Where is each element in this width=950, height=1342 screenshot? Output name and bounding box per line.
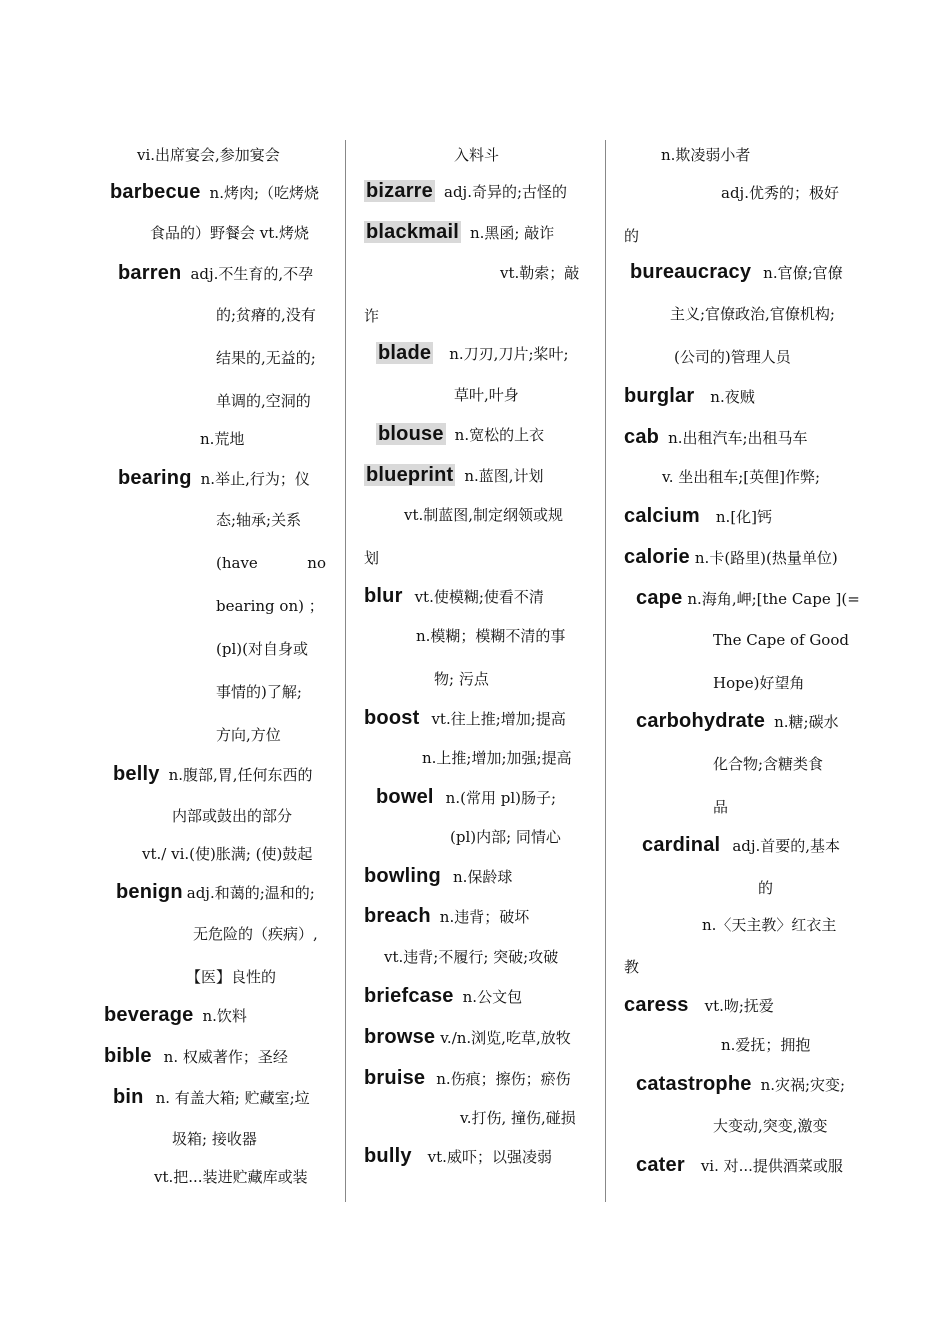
definition: vt.威吓；以强凌弱 (427, 1148, 552, 1166)
headword: blackmail (366, 221, 459, 243)
definition-line: 【医】良性的 (186, 968, 277, 986)
entry-blur (364, 583, 544, 609)
headword: blueprint (366, 464, 454, 486)
definition-line: v.打伤, 撞伤,碰损 (460, 1109, 576, 1127)
entry-calcium (624, 503, 772, 529)
definition: n.夜贼 (710, 388, 755, 406)
entry-blueprint (364, 462, 544, 488)
definition: vt.往上推;增加;提高 (431, 710, 566, 728)
definition: adj.奇异的;古怪的 (444, 183, 568, 201)
definition-line: 物; 污点 (434, 670, 489, 688)
entry-bureaucracy (630, 259, 843, 285)
entry-calorie (624, 544, 838, 570)
headword: blur (364, 585, 403, 607)
definition: n.[化]钙 (715, 508, 773, 526)
headword: cape (636, 587, 683, 609)
definition-line: 教 (624, 958, 640, 976)
headword: caress (624, 994, 689, 1016)
definition-line (216, 550, 326, 576)
definition: n.宽松的上衣 (454, 426, 545, 444)
entry-blouse (376, 421, 544, 447)
entry-cab (624, 424, 808, 450)
definition-line: vt.勒索；敲 (500, 264, 580, 282)
definition-line: n.模糊；模糊不清的事 (416, 627, 566, 645)
definition: v./n.浏览,吃草,放牧 (440, 1029, 571, 1047)
definition: vt.使模糊;使看不清 (414, 588, 544, 606)
definition: n.蓝图,计划 (464, 467, 544, 485)
definition-line: vt./ vi.(使)胀满; (使)鼓起 (142, 845, 313, 863)
definition-line: 单调的,空洞的 (216, 392, 311, 410)
definition: adj.首要的,基本 (732, 837, 841, 855)
entry-beverage (104, 1002, 247, 1028)
definition-line: vt.制蓝图,制定纲领或规 (404, 506, 564, 524)
headword: cater (636, 1154, 685, 1176)
entry-barren (118, 260, 313, 286)
entry-belly (113, 761, 313, 787)
definition-line: n.〈天主教〉红衣主 (702, 916, 837, 934)
definition: n.卡(路里)(热量单位) (694, 549, 838, 567)
definition-line: 内部或鼓出的部分 (172, 807, 293, 825)
definition-line: 诈 (364, 307, 380, 325)
headword: bin (113, 1086, 144, 1108)
definition-line: 方向,方位 (216, 726, 281, 744)
definition: n.违背；破坏 (439, 908, 530, 926)
definition-line: 事情的)了解; (216, 683, 302, 701)
definition: n.举止,行为；仪 (200, 470, 310, 488)
headword: calcium (624, 505, 700, 527)
definition: n. 权威著作；圣经 (163, 1048, 288, 1066)
definition-line: 食品的）野餐会 vt.烤烧 (150, 224, 310, 242)
definition: n.官僚;官僚 (763, 264, 843, 282)
definition: n.保龄球 (452, 868, 513, 886)
definition: n.刀刃,刀片;桨叶; (449, 345, 569, 363)
definition: n.公文包 (462, 988, 523, 1006)
entry-continuation: n.欺凌弱小者 (661, 146, 751, 164)
entry-briefcase (364, 983, 522, 1009)
entry-bizarre (364, 178, 567, 204)
definition: vt.吻;抚爱 (704, 997, 774, 1015)
definition: n.海角,岬;[the Cape ](= (687, 590, 860, 608)
entry-blackmail (364, 219, 554, 245)
definition: adj.和蔼的;温和的; (186, 884, 315, 902)
headword: breach (364, 905, 431, 927)
column-divider (345, 140, 346, 1202)
headword: browse (364, 1026, 436, 1048)
definition-line: 无危险的（疾病）, (193, 925, 318, 943)
headword: bowel (376, 786, 434, 808)
headword: boost (364, 707, 420, 729)
definition-line: n.荒地 (200, 430, 245, 448)
entry-bully (364, 1143, 552, 1169)
definition: vi. 对...提供酒菜或服 (700, 1157, 843, 1175)
headword: briefcase (364, 985, 454, 1007)
definition: n.出租汽车;出租马车 (668, 429, 808, 447)
definition-line: n.上推;增加;加强;提高 (422, 749, 572, 767)
entry-benign (116, 879, 315, 905)
definition-line: 的 (758, 879, 774, 897)
definition-line: v. 坐出租车;[英俚]作弊; (662, 468, 821, 486)
entry-carbohydrate (636, 708, 839, 734)
definition-line: (pl)内部; 同情心 (450, 828, 561, 846)
definition-line: 大变动,突变,激变 (713, 1117, 828, 1135)
definition: n.糖;碳水 (774, 713, 839, 731)
definition-line: 主义;官僚政治,官僚机构; (670, 305, 835, 323)
definition-line: 草叶,叶身 (454, 386, 519, 404)
headword: burglar (624, 385, 695, 407)
headword: belly (113, 763, 160, 785)
entry-bible (104, 1043, 288, 1069)
definition: n.烤肉;（吃烤烧 (209, 184, 320, 202)
entry-breach (364, 903, 529, 929)
definition: n.伤痕；擦伤；瘀伤 (436, 1070, 571, 1088)
headword: barren (118, 262, 182, 284)
definition: n.腹部,胃,任何东西的 (168, 766, 313, 784)
entry-browse (364, 1024, 571, 1050)
entry-bowling (364, 863, 512, 889)
definition: n.灾祸;灾变; (760, 1076, 846, 1094)
entry-boost (364, 705, 566, 731)
definition: n.饮料 (202, 1007, 247, 1025)
headword: bearing (118, 467, 192, 489)
definition-line: 结果的,无益的; (216, 349, 316, 367)
headword: blouse (378, 423, 444, 445)
definition-line: 态;轴承;关系 (216, 511, 302, 529)
definition-line: vt.违背;不履行; 突破;攻破 (384, 948, 559, 966)
entry-burglar (624, 383, 755, 409)
column-divider (605, 140, 606, 1202)
entry-cater (636, 1152, 843, 1178)
definition-line: bearing on) ； (216, 597, 324, 615)
headword: cab (624, 426, 660, 448)
entry-catastrophe (636, 1071, 845, 1097)
headword: bully (364, 1145, 412, 1167)
definition-line: 划 (364, 549, 380, 567)
headword: bible (104, 1045, 152, 1067)
headword: bruise (364, 1067, 426, 1089)
headword: catastrophe (636, 1073, 752, 1095)
entry-blade (376, 340, 569, 366)
headword: beverage (104, 1004, 194, 1026)
entry-caress (624, 992, 774, 1018)
definition-line: 化合物;含糖类食 (713, 755, 824, 773)
headword: barbecue (110, 181, 201, 203)
headword: blade (378, 342, 432, 364)
definition: n.(常用 pl)肠子; (445, 789, 557, 807)
entry-bruise (364, 1065, 571, 1091)
headword: calorie (624, 546, 690, 568)
definition-line: n.爱抚；拥抱 (721, 1036, 811, 1054)
entry-bearing (118, 465, 310, 491)
definition-line: vt.把...装进贮藏库或装 (154, 1168, 308, 1186)
entry-continuation: vi.出席宴会,参加宴会 (137, 146, 280, 164)
definition-word: (have (216, 554, 258, 572)
entry-bin (113, 1084, 310, 1110)
entry-cape (636, 585, 860, 611)
definition-line: 圾箱; 接收器 (172, 1130, 257, 1148)
definition-line: (pl)(对自身或 (216, 640, 308, 658)
definition: n.黑函; 敲诈 (469, 224, 555, 242)
headword: bowling (364, 865, 441, 887)
headword: bizarre (366, 180, 433, 202)
definition: n. 有盖大箱; 贮藏室;垃 (155, 1089, 310, 1107)
entry-continuation: 的 (624, 227, 640, 245)
headword: bureaucracy (630, 261, 752, 283)
definition-line: (公司的)管理人员 (674, 348, 791, 366)
entry-continuation: 入料斗 (454, 146, 500, 164)
definition-line: 的;贫瘠的,没有 (216, 306, 316, 324)
entry-bowel (376, 784, 556, 810)
definition-line: The Cape of Good (713, 631, 849, 649)
entry-barbecue (110, 179, 319, 205)
headword: carbohydrate (636, 710, 766, 732)
headword: cardinal (642, 834, 721, 856)
definition-line: 品 (713, 798, 729, 816)
entry-continuation: adj.优秀的；极好 (721, 184, 839, 202)
definition: adj.不生育的,不孕 (190, 265, 314, 283)
definition-line: Hope)好望角 (713, 674, 805, 692)
definition-word: no (307, 554, 326, 572)
headword: benign (116, 881, 183, 903)
entry-cardinal (642, 832, 840, 858)
